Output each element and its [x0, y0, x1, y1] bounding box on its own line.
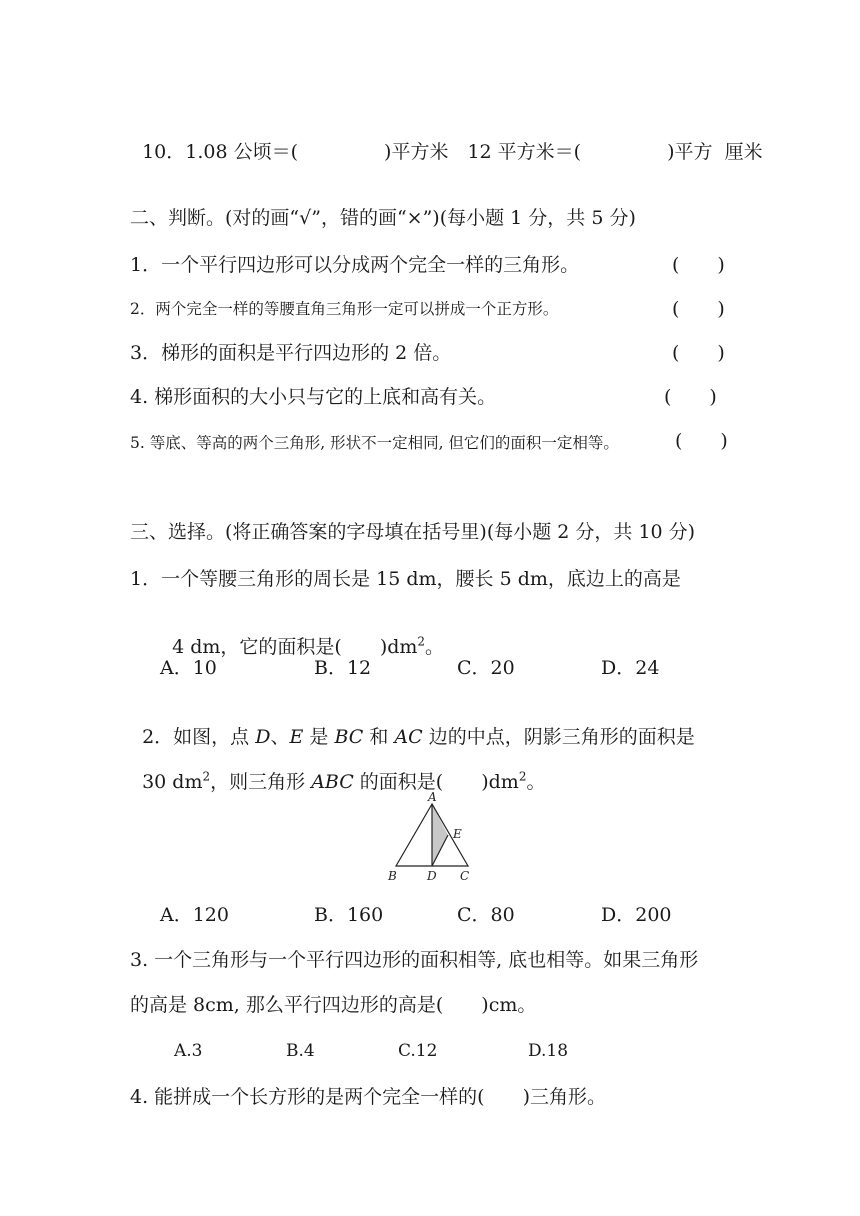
label-c: C — [460, 869, 470, 883]
s3-q1-option-d: D．24 — [601, 657, 660, 679]
s3-q1-option-a: A．10 — [160, 657, 217, 679]
triangle-figure — [384, 788, 480, 884]
s2-item-1-text: 1．一个平行四边形可以分成两个完全一样的三角形。 — [130, 254, 580, 276]
s3-q2-sup-2: 2 — [518, 769, 527, 784]
s3-q1-line2-text: 4 dm，它的面积是( )dm — [172, 636, 418, 658]
s3-q2-l1a: 2．如图，点 — [142, 726, 256, 748]
s2-item-2-text: 2．两个完全一样的等腰直角三角形一定可以拼成一个正方形。 — [130, 300, 559, 318]
q10-prefix: 10．1.08 公顷＝( — [142, 141, 299, 163]
s3-q2-l2c: 的面积是( )dm — [353, 771, 519, 793]
s3-q1-option-c: C．20 — [457, 657, 515, 679]
section3-heading: 三、选择。(将正确答案的字母填在括号里)(每小题 2 分，共 10 分) — [130, 521, 696, 543]
s3-q4-line1: 4. 能拼成一个长方形的是两个完全一样的( )三角形。 — [130, 1086, 606, 1108]
s3-q2-option-a: A．120 — [160, 904, 229, 926]
s3-q3-option-d: D.18 — [528, 1041, 569, 1061]
s3-q2-option-b: B．160 — [314, 904, 384, 926]
s3-q2-line2 — [130, 746, 545, 794]
s3-q2-l1e: 边的中点，阴影三角形的面积是 — [422, 726, 695, 748]
label-a: A — [428, 790, 437, 804]
label-d: D — [427, 869, 437, 883]
s3-q2-option-d: D．200 — [601, 904, 672, 926]
s3-q2-l1b: 、 — [270, 726, 290, 748]
s2-item-4-text: 4. 梯形面积的大小只与它的上底和高有关。 — [130, 386, 497, 408]
s2-item-5-paren: ( ) — [675, 430, 728, 452]
s3-q2-bc: BC — [334, 726, 364, 748]
s3-q2-l2b: ，则三角形 — [210, 771, 312, 793]
s2-item-1-paren: ( ) — [672, 254, 725, 276]
s3-q3-line1: 3. 一个三角形与一个平行四边形的面积相等, 底也相等。如果三角形 — [130, 949, 699, 971]
s3-q1-option-b: B．12 — [314, 657, 372, 679]
s3-q1-sup: 2 — [417, 634, 426, 649]
s3-q2-line1 — [130, 701, 695, 749]
s2-item-3-paren: ( ) — [672, 342, 725, 364]
s3-q2-ac: AC — [394, 726, 423, 748]
s3-q2-abc: ABC — [311, 771, 354, 793]
section2-heading: 二、判断。(对的画“√”，错的画“×”)(每小题 1 分，共 5 分) — [130, 207, 636, 229]
q10-suffix: )平方 厘米 — [667, 141, 763, 163]
s3-q3-line2: 的高是 8cm, 那么平行四边形的高是( )cm。 — [130, 994, 537, 1016]
s3-q1-line1: 1．一个等腰三角形的周长是 15 dm，腰长 5 dm，底边上的高是 — [130, 568, 681, 590]
s3-q2-e: E — [289, 726, 304, 748]
s3-q1-line2 — [160, 611, 444, 659]
s3-q3-option-b: B.4 — [286, 1041, 315, 1061]
s2-item-5-text: 5. 等底、等高的两个三角形, 形状不一定相同, 但它们的面积一定相等。 — [130, 434, 619, 452]
s2-item-3-text: 3．梯形的面积是平行四边形的 2 倍。 — [130, 342, 452, 364]
s3-q2-l1d: 和 — [363, 726, 395, 748]
s3-q2-d: D — [255, 726, 271, 748]
s3-q2-l1c: 是 — [303, 726, 335, 748]
s3-q3-option-c: C.12 — [398, 1041, 438, 1061]
s3-q2-option-c: C．80 — [457, 904, 515, 926]
s2-item-2-paren: ( ) — [672, 298, 725, 320]
label-b: B — [388, 869, 397, 883]
s3-q2-sup-1: 2 — [202, 769, 211, 784]
s3-q2-l2d: 。 — [526, 771, 546, 793]
s2-item-4-paren: ( ) — [664, 386, 717, 408]
s3-q3-option-a: A.3 — [174, 1041, 203, 1061]
shaded-triangle — [432, 804, 448, 866]
s3-q1-line2-end: 。 — [425, 636, 445, 658]
s3-q2-l2a: 30 dm — [142, 771, 203, 793]
label-e: E — [453, 827, 462, 841]
q10-mid: )平方米 12 平方米＝( — [384, 141, 582, 163]
q10-line — [130, 116, 763, 164]
